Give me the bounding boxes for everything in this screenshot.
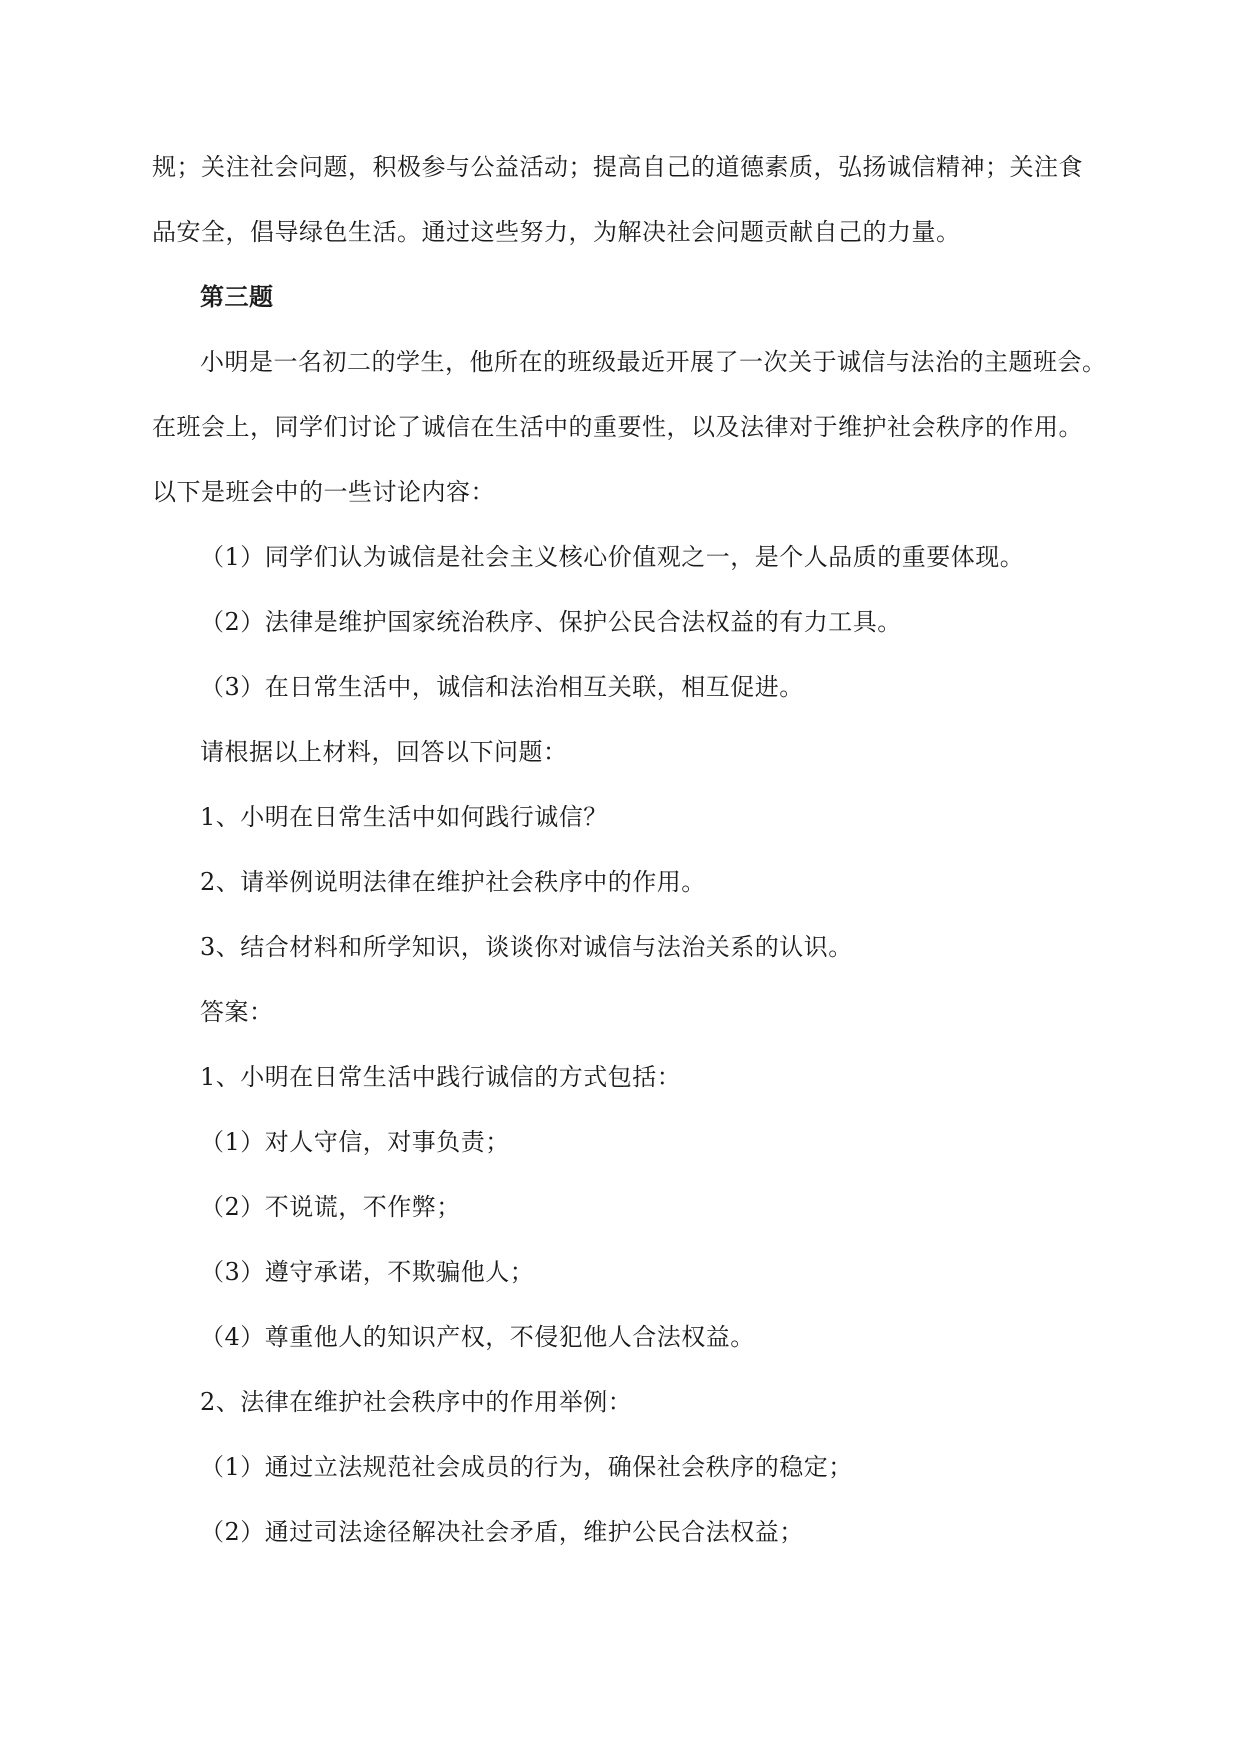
answer-label: 答案： (200, 998, 274, 1026)
question-prompt: 请根据以上材料，回答以下问题： (200, 738, 568, 766)
discussion-point-1: （1）同学们认为诚信是社会主义核心价值观之一，是个人品质的重要体现。 (200, 543, 1025, 571)
answer-1-item-4: （4）尊重他人的知识产权，不侵犯他人合法权益。 (200, 1323, 755, 1351)
question-2: 2、请举例说明法律在维护社会秩序中的作用。 (200, 868, 706, 896)
material-line-3: 以下是班会中的一些讨论内容： (152, 478, 495, 506)
discussion-point-3: （3）在日常生活中，诚信和法治相互关联，相互促进。 (200, 673, 804, 701)
question-1: 1、小明在日常生活中如何践行诚信？ (200, 803, 608, 831)
answer-2-item-2: （2）通过司法途径解决社会矛盾，维护公民合法权益； (200, 1518, 804, 1546)
intro-line-1: 规；关注社会问题，积极参与公益活动；提高自己的道德素质，弘扬诚信精神；关注食 (152, 153, 1083, 181)
intro-line-2: 品安全，倡导绿色生活。通过这些努力，为解决社会问题贡献自己的力量。 (152, 218, 961, 246)
material-line-1: 小明是一名初二的学生，他所在的班级最近开展了一次关于诚信与法治的主题班会。 (200, 348, 1107, 376)
discussion-point-2: （2）法律是维护国家统治秩序、保护公民合法权益的有力工具。 (200, 608, 902, 636)
answer-1-title: 1、小明在日常生活中践行诚信的方式包括： (200, 1063, 682, 1091)
answer-1-item-3: （3）遵守承诺，不欺骗他人； (200, 1258, 535, 1286)
answer-2-item-1: （1）通过立法规范社会成员的行为，确保社会秩序的稳定； (200, 1453, 853, 1481)
answer-1-item-1: （1）对人守信，对事负责； (200, 1128, 510, 1156)
section-title: 第三题 (200, 282, 274, 311)
answer-2-title: 2、法律在维护社会秩序中的作用举例： (200, 1388, 633, 1416)
question-3: 3、结合材料和所学知识，谈谈你对诚信与法治关系的认识。 (200, 933, 853, 961)
material-line-2: 在班会上，同学们讨论了诚信在生活中的重要性，以及法律对于维护社会秩序的作用。 (152, 413, 1083, 441)
answer-1-item-2: （2）不说谎，不作弊； (200, 1193, 461, 1221)
